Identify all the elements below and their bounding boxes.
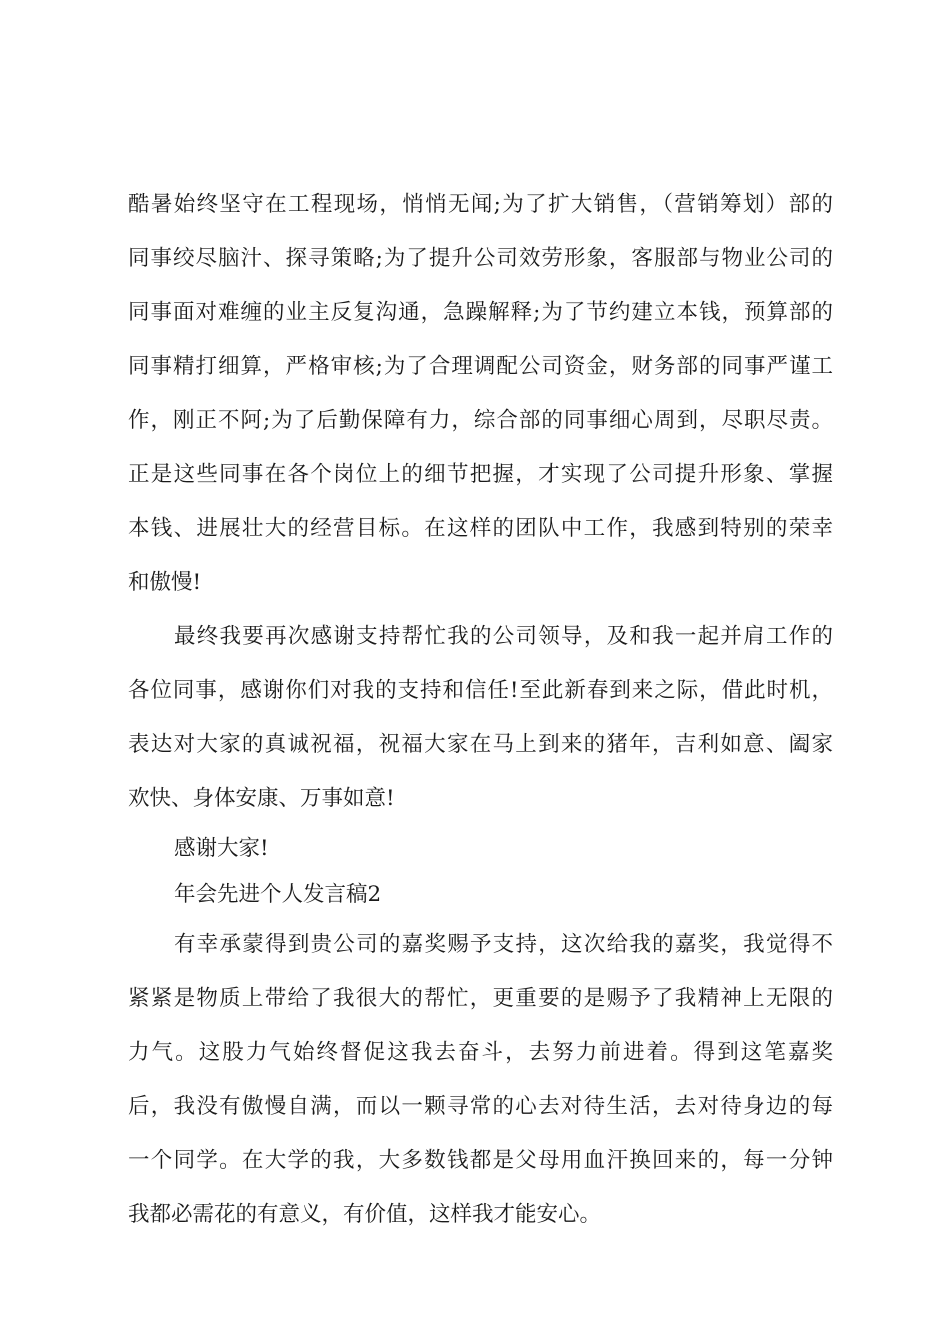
- text-line: 同事绞尽脑汁、探寻策略;为了提升公司效劳形象，客服部与物业公司的: [128, 246, 833, 271]
- paragraph-2: [128, 610, 833, 826]
- text-line: 各位同事，感谢你们对我的支持和信任!至此新春到来之际，借此时机，: [128, 678, 833, 703]
- document-body: [128, 178, 833, 1242]
- text-line: 欢快、身体安康、万事如意!: [128, 786, 395, 811]
- text-line: 酷暑始终坚守在工程现场，悄悄无闻;为了扩大销售，（营销筹划）部的: [128, 192, 833, 217]
- text-line: 作，刚正不阿;为了后勤保障有力，综合部的同事细心周到，尽职尽责。: [128, 408, 833, 433]
- paragraph-3: [128, 918, 833, 1242]
- text-line: 表达对大家的真诚祝福，祝福大家在马上到来的猪年，吉利如意、阖家: [128, 732, 833, 757]
- text-line: 后，我没有傲慢自满，而以一颗寻常的心去对待生活，去对待身边的每: [128, 1094, 833, 1119]
- text-line: 力气。这股力气始终督促这我去奋斗，去努力前进着。得到这笔嘉奖: [128, 1040, 833, 1065]
- text-line: 正是这些同事在各个岗位上的细节把握，才实现了公司提升形象、掌握: [128, 462, 833, 487]
- text-line: 同事精打细算，严格审核;为了合理调配公司资金，财务部的同事严谨工: [128, 354, 833, 379]
- paragraph-1: [128, 178, 833, 610]
- text-line: 最终我要再次感谢支持帮忙我的公司领导，及和我一起并肩工作的: [174, 624, 833, 649]
- text-line: 本钱、进展壮大的经营目标。在这样的团队中工作，我感到特别的荣幸: [128, 516, 833, 541]
- text-line: 同事面对难缠的业主反复沟通，急躁解释;为了节约建立本钱，预算部的: [128, 300, 833, 325]
- text-line: 紧紧是物质上带给了我很大的帮忙，更重要的是赐予了我精神上无限的: [128, 986, 833, 1011]
- section-heading: 年会先进个人发言稿2: [174, 882, 382, 907]
- text-line: 我都必需花的有意义，有价值，这样我才能安心。: [128, 1202, 602, 1227]
- text-line: 有幸承蒙得到贵公司的嘉奖赐予支持，这次给我的嘉奖，我觉得不: [174, 932, 833, 957]
- thanks-line: 感谢大家!: [174, 836, 269, 861]
- text-line: 一个同学。在大学的我，大多数钱都是父母用血汗换回来的，每一分钟: [128, 1148, 833, 1173]
- text-line: 和傲慢!: [128, 570, 202, 595]
